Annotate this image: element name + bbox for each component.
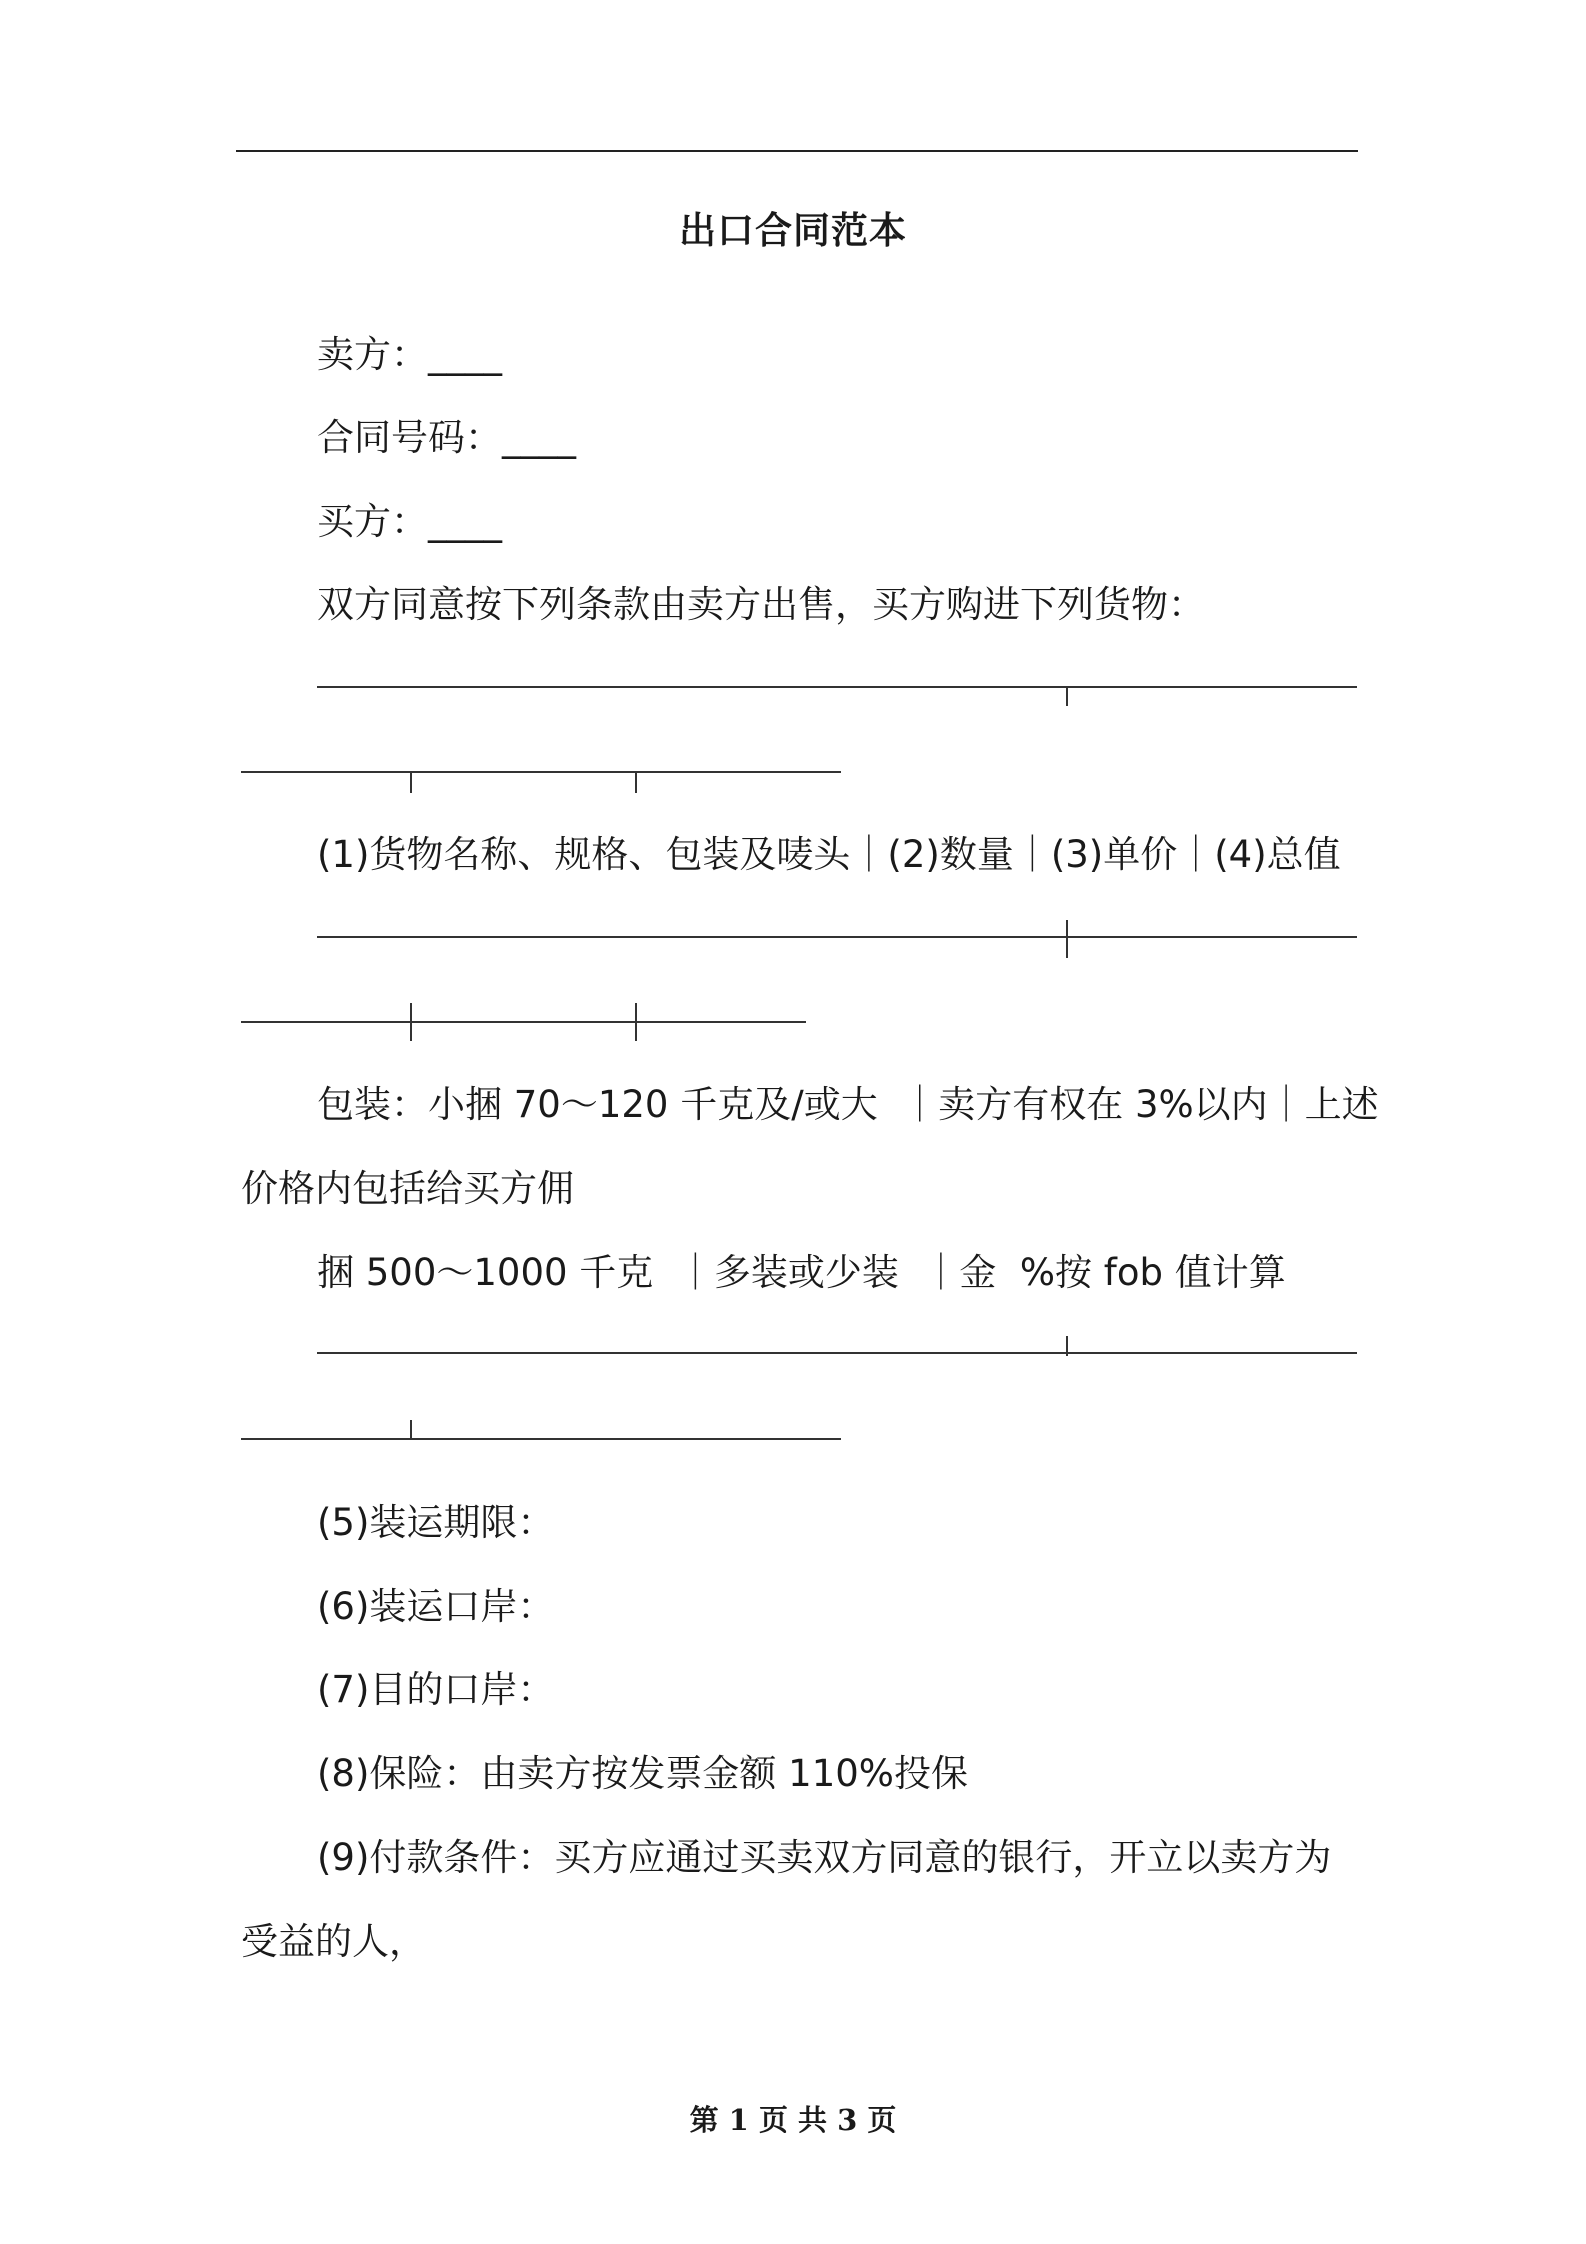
table-rule bbox=[317, 686, 1357, 688]
payment-terms-line-continued: 受益的人， bbox=[241, 1920, 426, 1963]
packing-line-continued: 价格内包括给买方佣 bbox=[241, 1167, 574, 1210]
packing-line: 包装：小捆 70～120 千克及/或大 ｜卖方有权在 3%以内｜上述 bbox=[317, 1083, 1379, 1126]
document-title: 出口合同范本 bbox=[679, 209, 907, 252]
payment-terms-line: (9)付款条件：买方应通过买卖双方同意的银行，开立以卖方为 bbox=[317, 1836, 1332, 1879]
table-rule bbox=[241, 771, 841, 773]
table-rule bbox=[241, 1438, 841, 1440]
intro-line: 双方同意按下列条款由卖方出售，买方购进下列货物： bbox=[317, 583, 1205, 626]
table-rule-tick bbox=[410, 1003, 412, 1041]
header-rule bbox=[236, 150, 1358, 152]
port-of-loading-line: (6)装运口岸： bbox=[317, 1585, 555, 1628]
table-header-line: (1)货物名称、规格、包装及唛头｜(2)数量｜(3)单价｜(4)总值 bbox=[317, 833, 1341, 876]
table-rule-tick bbox=[1066, 920, 1068, 958]
table-rule-tick bbox=[410, 1420, 412, 1440]
port-of-destination-line: (7)目的口岸： bbox=[317, 1668, 555, 1711]
shipment-period-line: (5)装运期限： bbox=[317, 1501, 555, 1544]
packing-line-2: 捆 500～1000 千克 ｜多装或少装 ｜金 %按 fob 值计算 bbox=[317, 1251, 1286, 1294]
insurance-line: (8)保险：由卖方按发票金额 110%投保 bbox=[317, 1752, 968, 1795]
buyer-line: 买方：____ bbox=[317, 500, 502, 543]
page-indicator: 第 1 页 共 3 页 bbox=[689, 2103, 897, 2137]
table-rule bbox=[317, 1352, 1357, 1354]
table-rule bbox=[317, 936, 1357, 938]
table-rule-tick bbox=[1066, 686, 1068, 706]
table-rule-tick bbox=[410, 771, 412, 793]
table-rule-tick bbox=[1066, 1336, 1068, 1356]
table-rule-tick bbox=[635, 1003, 637, 1041]
contract-number-line: 合同号码：____ bbox=[317, 416, 576, 459]
seller-line: 卖方：____ bbox=[317, 333, 502, 376]
table-rule bbox=[241, 1021, 806, 1023]
table-rule-tick bbox=[635, 771, 637, 793]
